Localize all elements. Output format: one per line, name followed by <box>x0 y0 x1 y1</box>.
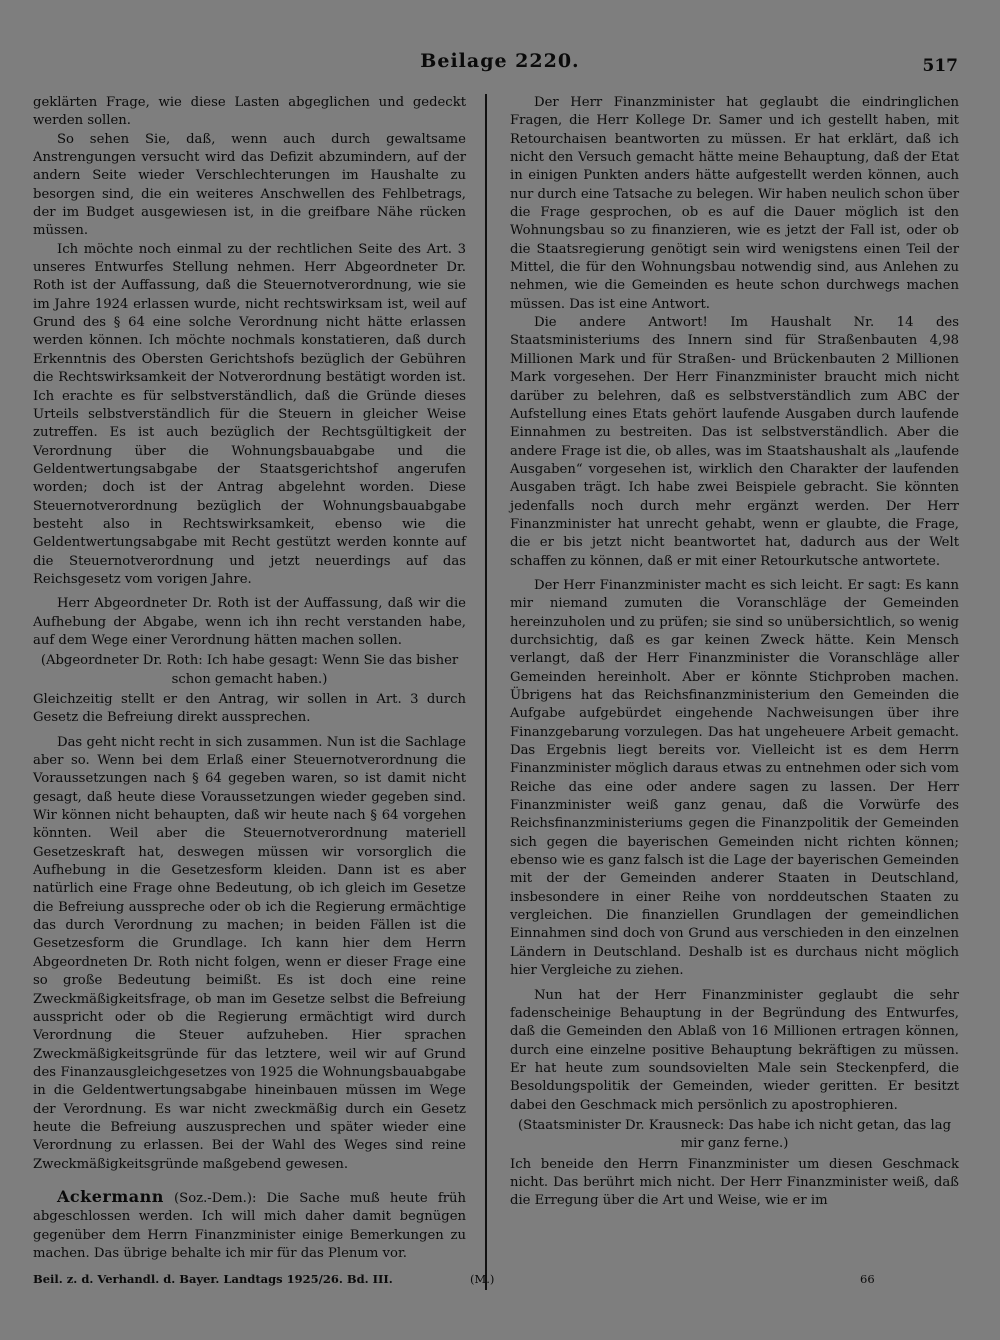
page-header-title: Beilage 2220. <box>420 50 580 72</box>
left-column <box>33 94 466 1263</box>
footer-mark: (M.) <box>470 1272 495 1286</box>
speech-text: Die Sache muß heute früh abgeschlossen werden. Ich will mich daher damit begnügen gegenüber dem Herrn Finanzminister einige Bemerkungen zu machen. Das übrige behalte ich mir für das Plenum vor. <box>33 1190 466 1261</box>
paragraph: Nun hat der Herr Finanzminister geglaubt die sehr fadenscheinige Behauptung in der Begründung des Entwurfes, daß die Gemeinden den Ablaß von 16 Millionen ertragen können, durch eine einzelne positive Behauptung bekräftigen zu müssen. Er hat heute zum soundsovielten Male sein Steckenpferd, die Besoldungspolitik der Gemeinden, wieder geritten. Er besitzt dabei den Geschmack mich persönlich zu apostrophieren. <box>510 987 959 1113</box>
right-column <box>510 94 959 1211</box>
speech-paragraph <box>33 1188 466 1263</box>
paragraph: geklärten Frage, wie diese Lasten abgeglichen und gedeckt werden sollen. <box>33 95 466 129</box>
footer-source: Beil. z. d. Verhandl. d. Bayer. Landtags 1925/26. Bd. III. <box>33 1272 393 1286</box>
paragraph: Die andere Antwort! Im Haushalt Nr. 14 des Staatsministeriums des Innern sind für Straßenbauten 4,98 Millionen Mark und für Straßen- und Brückenbauten 2 Millionen Mark vorgesehen. Der Herr Finanzminister braucht mich nicht darüber zu belehren, daß es selbstverständlich zum ABC der Aufstellung eines Etats gehört laufende Ausgaben durch laufende Einnahmen zu bestreiten. Das ist selbstverständlich. Aber die andere Frage ist die, ob alles, was im Staatshaushalt als „laufende Ausgaben“ vorgesehen ist, wirklich den Charakter der laufenden Ausgaben trägt. Ich habe zwei Beispiele gebracht. Sie könnten jedenfalls noch durch mehr ergänzt werden. Der Herr Finanzminister hat unrecht gehabt, wenn er glaubte, die Frage, die er bis jetzt nicht beantwortet hat, dadurch aus der Welt schaffen zu können, daß er mit einer Retourkutsche antwortete. <box>510 315 959 569</box>
paragraph: So sehen Sie, daß, wenn auch durch gewaltsame Anstrengungen versucht wird das Defizit abzumindern, auf der andern Seite wieder Verschlechterungen im Haushalte zu besorgen sind, die ein weiteres Anschwellen des Fehlbetrags, der im Budget ausgewiesen ist, in die greifbare Nähe rücken müssen. <box>33 131 466 239</box>
paragraph: Gleichzeitig stellt er den Antrag, wir sollen in Art. 3 durch Gesetz die Befreiung direkt aussprechen. <box>33 692 466 726</box>
column-divider <box>485 94 487 1290</box>
paragraph: Herr Abgeordneter Dr. Roth ist der Auffassung, daß wir die Aufhebung der Abgabe, wenn ich ihn recht verstanden habe, auf dem Wege einer Verordnung hätten machen sollen. <box>33 596 466 648</box>
paragraph: Ich beneide den Herrn Finanzminister um diesen Geschmack nicht. Das berührt mich nicht. Der Herr Finanzminister weiß, daß die Erregung über die Art und Weise, wie er im <box>510 1156 959 1209</box>
speaker-name: Ackermann <box>57 1186 164 1206</box>
paragraph: Ich möchte noch einmal zu der rechtlichen Seite des Art. 3 unseres Entwurfes Stellung nehmen. Herr Abgeordneter Dr. Roth ist der Auffassung, daß die Steuernotverordnung, wie sie im Jahre 1924 erlassen wurde, nicht rechtswirksam ist, weil auf Grund des § 64 eine solche Verordnung nicht hätte erlassen werden können. Ich möchte nochmals konstatieren, daß durch Erkenntnis des Obersten Gerichtshofs bezüglich der Gebühren die Rechtswirksamkeit der Notverordnung bestätigt worden ist. Ich erachte es für selbstverständlich, daß die Gründe dieses Urteils selbstverständlich für die Steuern in gleicher Weise zutreffen. Es ist auch bezüglich der Rechtsgültigkeit der Verordnung über die Wohnungsbauabgabe und die Geldentwertungsabgabe der Staatsgerichtshof angerufen worden; doch ist der Antrag abgelehnt worden. Diese Steuernotverordnung bezüglich der Wohnungsbauabgabe besteht also in Rechtswirksamkeit, ebenso wie die Geldentwertungsabgabe mit Recht gestützt werden konnte auf die Steuernotverordnung und jetzt neuerdings auf das Reichsgesetz vom vorigen Jahre. <box>33 241 466 587</box>
interjection: (Abgeordneter Dr. Roth: Ich habe gesagt: Wenn Sie das bisher schon gemacht haben.) <box>40 653 459 687</box>
paragraph: Das geht nicht recht in sich zusammen. Nun ist die Sachlage aber so. Wenn bei dem Erlaß einer Steuernotverordnung die Voraussetzungen nach § 64 gegeben waren, so ist damit nicht gesagt, daß heute diese Voraussetzungen wieder gegeben sind. Wir können nicht behaupten, daß wir heute nach § 64 vorgehen könnten. Weil aber die Steuernotverordnung materiell Gesetzeskraft hat, deswegen müssen wir vorsorglich die Aufhebung in die Gesetzesform kleiden. Dann ist es aber natürlich eine Frage ohne Bedeutung, ob ich gleich im Gesetze die Befreiung ausspreche oder ob ich die Regierung ermächtige das durch Verordnung zu machen; in beiden Fällen ist die Gesetzesform die Grundlage. Ich kann hier dem Herrn Abgeordneten Dr. Roth nicht folgen, wenn er dieser Frage eine so große Bedeutung beimißt. Es ist doch eine reine Zweckmäßigkeitsfrage, ob man im Gesetze selbst die Befreiung ausspricht oder ob die Regierung ermächtigt wird durch Verordnung die Steuer aufzuheben. Hier sprachen Zweckmäßigkeitsgründe für das letztere, weil wir auf Grund des Finanzausgleichgesetzes von 1925 die Wohnungsbauabgabe in die Geldentwertungsabgabe hineinbauen müssen im Wege der Verordnung. Es war nicht zweckmäßig durch ein Gesetz heute die Befreiung auszusprechen und später wieder eine Verordnung zu erlassen. Bei der Wahl des Weges sind reine Zweckmäßigkeitsgründe maßgebend gewesen. <box>33 734 466 1172</box>
paragraph: Der Herr Finanzminister hat geglaubt die eindringlichen Fragen, die Herr Kollege Dr. Samer und ich gestellt haben, mit Retourchaisen beantworten zu müssen. Er hat erklärt, daß ich nicht den Versuch gemacht hätte meine Behauptung, daß der Etat in einigen Punkten anders hätte aufgestellt werden können, auch nur durch eine Tatsache zu belegen. Wir haben neulich schon über die Frage gesprochen, ob es auf die Dauer möglich ist den Wohnungsbau so zu finanzieren, wie es jetzt der Fall ist, oder ob die Staatsregierung genötigt sein wird wenigstens einen Teil der Mittel, die für den Wohnungsbau notwendig sind, aus Anlehen zu nehmen, wie die Gemeinden es heute schon durchwegs machen müssen. Das ist eine Antwort. <box>510 95 959 312</box>
speaker-party: (Soz.-Dem.): <box>163 1190 267 1206</box>
page-number: 517 <box>922 56 958 76</box>
footer-sheet-number: 66 <box>860 1272 875 1286</box>
interjection: (Staatsminister Dr. Krausneck: Das habe ich nicht getan, das lag mir ganz ferne.) <box>517 1117 952 1152</box>
paragraph: Der Herr Finanzminister macht es sich leicht. Er sagt: Es kann mir niemand zumuten die Voranschläge der Gemeinden hereinzuholen und zu prüfen; sie sind so unübersichtlich, so wenig durchsichtig, daß es gar keinen Zweck hätte. Kein Mensch verlangt, daß der Herr Finanzminister die Voranschläge aller Gemeinden hereinholt. Aber er könnte Stichproben machen. Übrigens hat das Reichsfinanzministerium den Gemeinden die Aufgabe aufgebürdet eingehende Nachweisungen über ihre Finanzgebarung vorzulegen. Das hat ungeheuere Arbeit gemacht. Das Ergebnis liegt bereits vor. Vielleicht ist es dem Herrn Finanzminister möglich daraus etwas zu entnehmen oder sich vom Reiche das eine oder andere sagen zu lassen. Der Herr Finanzminister weiß ganz genau, daß die Vorwürfe des Reichsfinanzministeriums gegen die Finanzpolitik der Gemeinden sich gegen die bayerischen Gemeinden nicht richten können; ebenso wie es ganz falsch ist die Lage der bayerischen Gemeinden mit der der Gemeinden anderer Staaten in Deutschland, insbesondere in einer Reihe von norddeutschen Staaten zu vergleichen. Die finanziellen Grundlagen der gemeindlichen Einnahmen sind doch von Grund aus verschieden in den einzelnen Ländern in Deutschland. Deshalb ist es durchaus nicht möglich hier Vergleiche zu ziehen. <box>510 577 959 979</box>
